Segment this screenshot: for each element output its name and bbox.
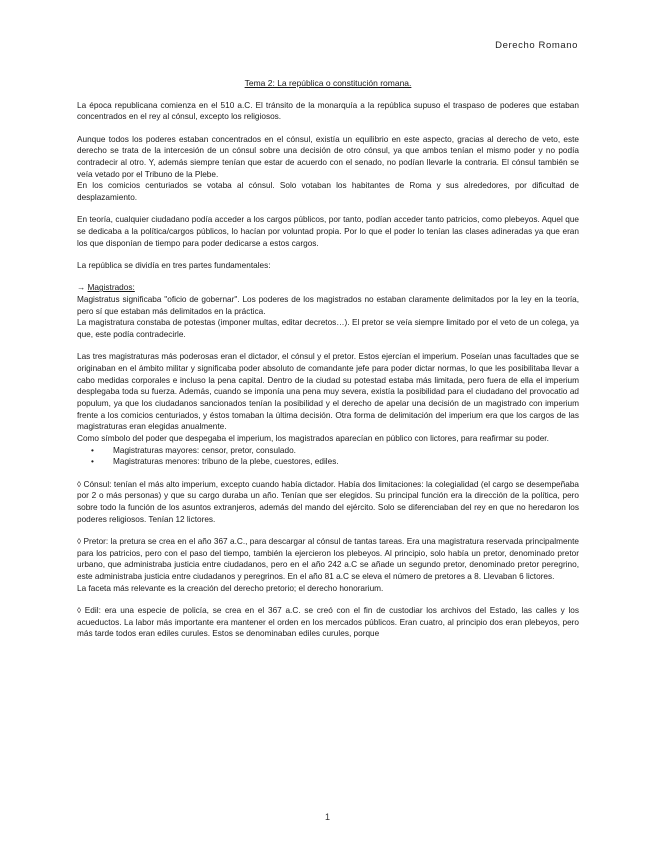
paragraph-comicios: En los comicios centuriados se votaba al cónsul. Solo votaban los habitantes de Roma y sus alrededores, por dificultad de desplazamiento. [77, 181, 579, 203]
paragraph-potestas: La magistratura constaba de potestas (imponer multas, editar decretos…). El pretor se veía siempre limitado por el veto de un colega, ya que, este podía contradecirle. [77, 318, 579, 339]
paragraph-partes: La república se dividía en tres partes fundamentales: [77, 260, 271, 270]
paragraph-equilibrio: Aunque todos los poderes estaban concentrados en el cónsul, existía un equilibrio en este aspecto, gracias al derecho de veto, este derecho se trata de la intercesión de un cónsul sobre una decisión de otro cónsul, ya que ambos tenían el mismo poder y no podía contradecir al otro. Y, además siempre tenían que estar de acuerdo con el senado, no podían llevarle la contraria. El cónsul también se veía vetado por el Tribuno de la Plebe. [77, 134, 579, 179]
paragraph-pretor: ◊ Pretor: la pretura se crea en el año 367 a.C., para descargar al cónsul de tantas tareas. Era una magistratura reservada principalmente para los patricios, pero con el paso del tiempo, también la ejercieron los plebeyos. Al principio, solo había un pretor, denominado pretor urbano, que administraba justicia entre ciudadanos, pero en el año 242 a.C se añade un segundo pretor, denominado pretor peregrino, este administraba justicia entre ciudadanos y peregrinos. En el año 81 a.C se eleva el número de pretores a 8. Llevaban 6 lictores. [77, 537, 579, 582]
list-item: • Magistraturas menores: tribuno de la plebe, cuestores, ediles. [113, 456, 579, 468]
section-heading-magistrados [77, 282, 579, 294]
document-body [77, 78, 579, 640]
arrow-right-icon: → [77, 283, 86, 293]
paragraph-imperium: Las tres magistraturas más poderosas eran el dictador, el cónsul y el pretor. Estos ejercían el imperium. Poseían unas facultades que se originaban en el ámbito militar y significaba poder absoluto de comandante jefe para poder dictar normas, lo que les posibilitaba llevar a cabo medidas corporales e incluso la pena capital. Dentro de la ciudad su potestad estaba más limitada, pero fuera de ella el imperium desplegaba toda su fuerza. Además, cuando se imponía una pena muy severa, existía la posibilidad para el ciudadano del provocatio ad populum, ya que los ciudadanos sancionados tenían la posibilidad y el derecho de apelar una decisión de un magistrado con imperium frente a los comicios centuriados, y éstos tomaban la última decisión. Otra forma de delimitación del imperium era que los cargos de las magistraturas eran elegidas anualmente. [77, 352, 579, 432]
paragraph-teoria: En teoría, cualquier ciudadano podía acceder a los cargos públicos, por tanto, podían acceder tanto patricios, como plebeyos. Aquel que se dedicaba a la política/cargos públicos, lo hacían por voluntad propia. Por lo que el poder lo tenían las clases adineradas ya que eran los que disponían de tiempo para poder dedicarse a estos cargos. [77, 215, 579, 248]
paragraph-intro: La época republicana comienza en el 510 a.C. El tránsito de la monarquía a la república supuso el traspaso de poderes que estaban concentrados en el rey al cónsul, excepto los religiosos. [77, 100, 579, 122]
paragraph-lictores: Como símbolo del poder que despegaba el imperium, los magistrados aparecían en público con lictores, para reafirmar su poder. [77, 434, 549, 444]
paragraph-edil: ◊ Edil: era una especie de policía, se crea en el 367 a.C. se creó con el fin de custodiar los archivos del Estado, las calles y los acueductos. La labor más importante era mantener el orden en los mercados públicos. Eran cuatro, al principio dos eran plebeyos, pero más tarde todos eran ediles curules. Estos se denominaban ediles curules, porque [77, 606, 579, 639]
paragraph-magistratus: Magistratus significaba "oficio de gobernar". Los poderes de los magistrados no estaban claramente delimitados por la ley en la teoría, pero sí que estaban más delimitados en la práctica. [77, 294, 579, 316]
list-item: • Magistraturas mayores: censor, pretor, consulado. [113, 445, 579, 457]
paragraph-derecho-pretorio: La faceta más relevante es la creación del derecho pretorio; el derecho honorarium. [77, 583, 384, 593]
paragraph-consul: ◊ Cónsul: tenían el más alto imperium, excepto cuando había dictador. Había dos limitaciones: la colegialidad (el cargo se desempeñaba por 2 o más personas) y que su cargo duraba un año. Tenían que ser elegidos. Su principal función era la dirección de la política, pero sobre todo la función de los asuntos extranjeros, además del mando del ejército. Solo se diferenciaban del rey en que no heredaron los poderes religiosos. Tenían 12 lictores. [77, 479, 579, 524]
header-subject: Derecho Romano [495, 40, 578, 51]
page-number: 1 [324, 812, 330, 822]
document-title: Tema 2: La república o constitución romana. [244, 78, 412, 88]
magistraturas-list [77, 445, 579, 468]
section-heading-label: Magistrados: [87, 283, 135, 293]
